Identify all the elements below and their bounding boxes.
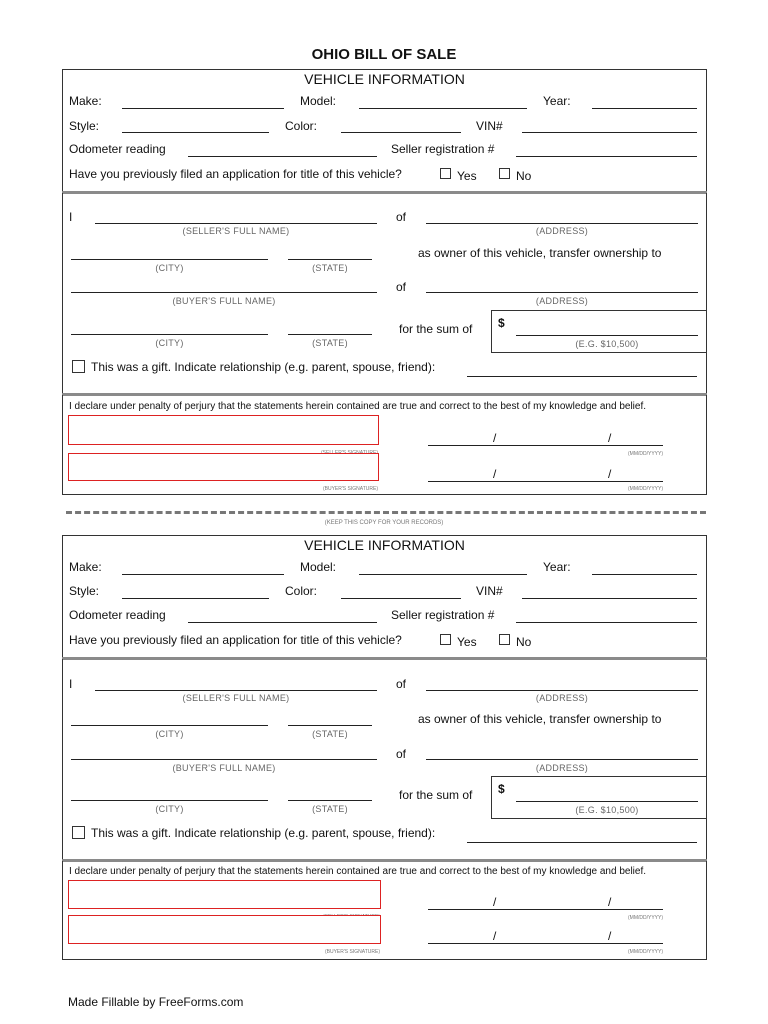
dollar-sign: $ — [498, 316, 505, 330]
buyer-state-field[interactable] — [288, 800, 372, 801]
seller-signature-field[interactable] — [68, 880, 381, 909]
style-field[interactable] — [122, 132, 269, 133]
year-label: Year: — [543, 94, 571, 108]
seller-date-caption: (MM/DD/YYYY) — [628, 915, 663, 921]
seller-state-caption: (STATE) — [312, 263, 348, 273]
transfer-section — [62, 659, 707, 861]
vin-label: VIN# — [476, 584, 503, 598]
relationship-field[interactable] — [467, 376, 697, 377]
yes-label: Yes — [457, 635, 477, 649]
owner-transfer-text: as owner of this vehicle, transfer ownership to — [418, 246, 662, 260]
date-slash: / — [608, 895, 612, 909]
buyer-address-field[interactable] — [426, 292, 698, 293]
make-field[interactable] — [122, 574, 284, 575]
buyer-name-caption: (BUYER'S FULL NAME) — [172, 296, 276, 306]
sum-caption: (E.G. $10,500) — [575, 339, 639, 349]
seller-address-field[interactable] — [426, 690, 698, 691]
date-slash: / — [493, 467, 497, 481]
no-label: No — [516, 169, 532, 183]
model-label: Model: — [300, 560, 337, 574]
odometer-label: Odometer reading — [69, 608, 166, 622]
cut-line — [66, 511, 706, 514]
odometer-field[interactable] — [188, 622, 377, 623]
seller-name-caption: (SELLER'S FULL NAME) — [182, 226, 290, 236]
declaration-section — [62, 395, 707, 495]
gift-checkbox[interactable] — [72, 826, 85, 839]
seller-address-caption: (ADDRESS) — [535, 226, 589, 236]
buyer-state-caption: (STATE) — [312, 804, 348, 814]
odometer-field[interactable] — [188, 156, 377, 157]
declaration-section — [62, 861, 707, 960]
sum-field[interactable] — [516, 335, 698, 336]
style-label: Style: — [69, 119, 100, 133]
page-title: OHIO BILL OF SALE — [311, 46, 457, 63]
sum-caption: (E.G. $10,500) — [575, 805, 639, 815]
sum-label: for the sum of — [399, 322, 473, 336]
dollar-sign: $ — [498, 782, 505, 796]
no-label: No — [516, 635, 532, 649]
make-label: Make: — [69, 560, 102, 574]
gift-text: This was a gift. Indicate relationship (e.g. parent, spouse, friend): — [91, 360, 436, 374]
seller-registration-field[interactable] — [516, 622, 697, 623]
buyer-date-field[interactable] — [428, 481, 663, 482]
yes-label: Yes — [457, 169, 477, 183]
style-field[interactable] — [122, 598, 269, 599]
footer-credit: Made Fillable by FreeForms.com — [68, 995, 244, 1009]
yes-checkbox[interactable] — [440, 634, 451, 645]
sum-field[interactable] — [516, 801, 698, 802]
buyer-name-field[interactable] — [71, 292, 377, 293]
seller-city-field[interactable] — [71, 725, 268, 726]
date-slash: / — [608, 929, 612, 943]
year-field[interactable] — [592, 108, 697, 109]
relationship-field[interactable] — [467, 842, 697, 843]
buyer-name-field[interactable] — [71, 759, 377, 760]
buyer-city-caption: (CITY) — [155, 338, 184, 348]
style-label: Style: — [69, 584, 100, 598]
buyer-city-caption: (CITY) — [155, 804, 184, 814]
date-slash: / — [608, 467, 612, 481]
buyer-city-field[interactable] — [71, 800, 268, 801]
buyer-address-caption: (ADDRESS) — [535, 763, 589, 773]
buyer-signature-field[interactable] — [68, 915, 381, 944]
seller-city-caption: (CITY) — [155, 729, 184, 739]
date-slash: / — [493, 895, 497, 909]
model-field[interactable] — [359, 574, 527, 575]
vehicle-info-heading: VEHICLE INFORMATION — [304, 71, 465, 87]
buyer-name-caption: (BUYER'S FULL NAME) — [172, 763, 276, 773]
seller-registration-label: Seller registration # — [391, 608, 495, 622]
title-question: Have you previously filed an application for title of this vehicle? — [69, 167, 402, 181]
buyer-state-field[interactable] — [288, 334, 372, 335]
year-field[interactable] — [592, 574, 697, 575]
buyer-signature-field[interactable] — [68, 453, 379, 481]
color-field[interactable] — [341, 132, 461, 133]
buyer-date-field[interactable] — [428, 943, 663, 944]
seller-date-field[interactable] — [428, 445, 663, 446]
seller-state-caption: (STATE) — [312, 729, 348, 739]
seller-address-field[interactable] — [426, 223, 698, 224]
buyer-city-field[interactable] — [71, 334, 268, 335]
no-checkbox[interactable] — [499, 634, 510, 645]
seller-name-field[interactable] — [95, 690, 377, 691]
of-label: of — [396, 677, 407, 691]
make-field[interactable] — [122, 108, 284, 109]
perjury-declaration: I declare under penalty of perjury that the statements herein contained are true and correct to the best of my knowledge and belief. — [69, 401, 647, 412]
buyer-address-field[interactable] — [426, 759, 698, 760]
i-label: I — [69, 210, 73, 224]
model-label: Model: — [300, 94, 337, 108]
buyer-date-caption: (MM/DD/YYYY) — [628, 949, 663, 955]
model-field[interactable] — [359, 108, 527, 109]
seller-registration-field[interactable] — [516, 156, 697, 157]
buyer-date-caption: (MM/DD/YYYY) — [628, 486, 663, 492]
odometer-label: Odometer reading — [69, 142, 166, 156]
buyer-signature-caption: (BUYER'S SIGNATURE) — [324, 949, 380, 955]
buyer-address-caption: (ADDRESS) — [535, 296, 589, 306]
make-label: Make: — [69, 94, 102, 108]
seller-name-field[interactable] — [95, 223, 377, 224]
color-field[interactable] — [341, 598, 461, 599]
owner-transfer-text: as owner of this vehicle, transfer ownership to — [418, 712, 662, 726]
date-slash: / — [608, 431, 612, 445]
buyer-state-caption: (STATE) — [312, 338, 348, 348]
seller-address-caption: (ADDRESS) — [535, 693, 589, 703]
transfer-section — [62, 193, 707, 394]
seller-date-caption: (MM/DD/YYYY) — [628, 451, 663, 457]
date-slash: / — [493, 929, 497, 943]
i-label: I — [69, 677, 73, 691]
seller-registration-label: Seller registration # — [391, 142, 495, 156]
seller-city-caption: (CITY) — [155, 263, 184, 273]
title-question: Have you previously filed an application for title of this vehicle? — [69, 633, 402, 647]
sum-label: for the sum of — [399, 788, 473, 802]
vehicle-info-section — [62, 69, 707, 193]
vin-field[interactable] — [522, 598, 697, 599]
keep-copy-note: (KEEP THIS COPY FOR YOUR RECORDS) — [324, 520, 444, 526]
year-label: Year: — [543, 560, 571, 574]
date-slash: / — [493, 431, 497, 445]
yes-checkbox[interactable] — [440, 168, 451, 179]
gift-text: This was a gift. Indicate relationship (e.g. parent, spouse, friend): — [91, 826, 436, 840]
seller-state-field[interactable] — [288, 259, 372, 260]
vin-label: VIN# — [476, 119, 503, 133]
buyer-signature-caption: (BUYER'S SIGNATURE) — [322, 486, 378, 492]
seller-signature-field[interactable] — [68, 415, 379, 445]
seller-date-field[interactable] — [428, 909, 663, 910]
gift-checkbox[interactable] — [72, 360, 85, 373]
vehicle-info-section — [62, 535, 707, 659]
seller-name-caption: (SELLER'S FULL NAME) — [182, 693, 290, 703]
vin-field[interactable] — [522, 132, 697, 133]
no-checkbox[interactable] — [499, 168, 510, 179]
color-label: Color: — [285, 584, 318, 598]
seller-city-field[interactable] — [71, 259, 268, 260]
vehicle-info-heading: VEHICLE INFORMATION — [304, 537, 465, 553]
seller-state-field[interactable] — [288, 725, 372, 726]
of-label: of — [396, 280, 407, 294]
of-label: of — [396, 747, 407, 761]
perjury-declaration: I declare under penalty of perjury that the statements herein contained are true and correct to the best of my knowledge and belief. — [69, 866, 647, 877]
color-label: Color: — [285, 119, 318, 133]
of-label: of — [396, 210, 407, 224]
